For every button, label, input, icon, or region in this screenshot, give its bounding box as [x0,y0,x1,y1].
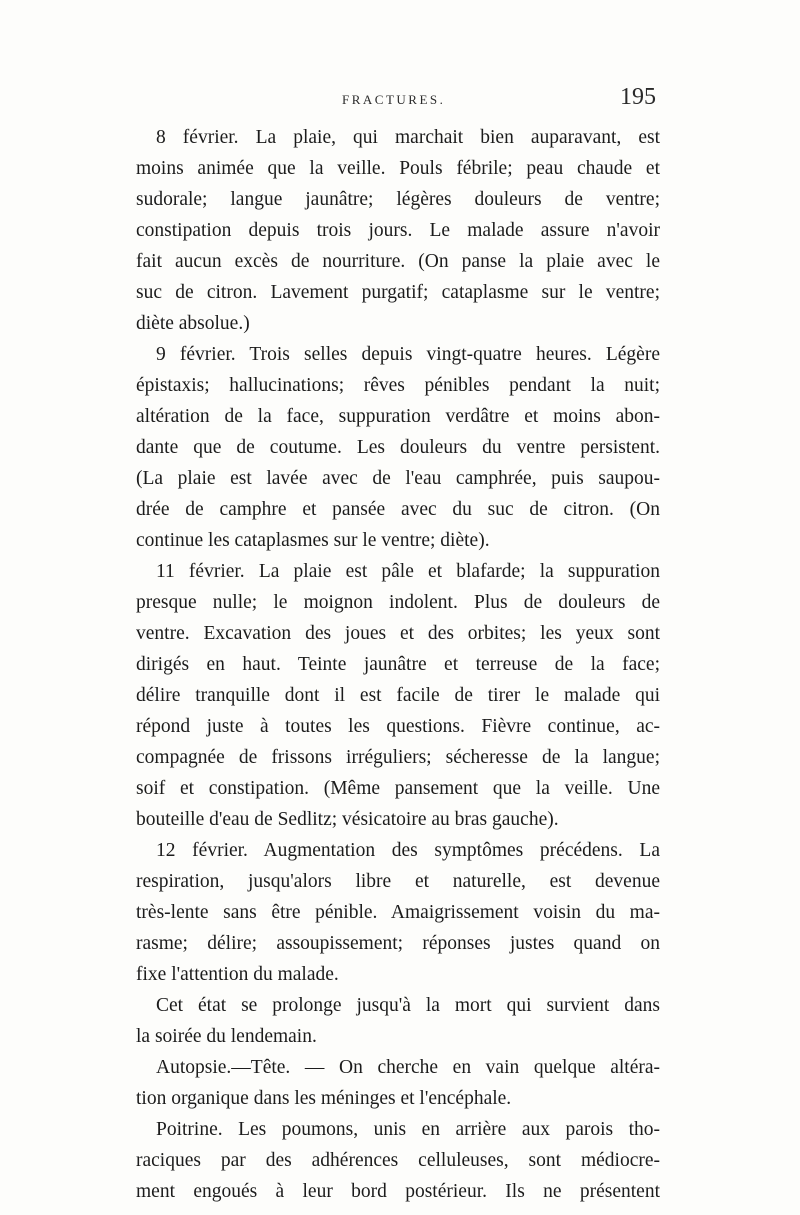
text-line: sudorale; langue jaunâtre; légères douleurs de ventre; [136,189,660,210]
text-line: ventre. Excavation des joues et des orbites; les yeux sont [136,623,660,644]
text-line: 12 février. Augmentation des symptômes précédens. La [156,840,660,861]
text-line: épistaxis; hallucinations; rêves pénibles pendant la nuit; [136,375,660,396]
text-line: fait aucun excès de nourriture. (On panse la plaie avec le [136,251,660,272]
text-line: suc de citron. Lavement purgatif; cataplasme sur le ventre; [136,282,660,303]
text-line: diète absolue.) [136,313,250,334]
text-line: soif et constipation. (Même pansement que la veille. Une [136,778,660,799]
text-line: Poitrine. Les poumons, unis en arrière aux parois tho- [156,1119,660,1140]
text-line: altération de la face, suppuration verdâtre et moins abon- [136,406,660,427]
text-line: 9 février. Trois selles depuis vingt-quatre heures. Légère [156,344,660,365]
text-line: continue les cataplasmes sur le ventre; diète). [136,530,490,551]
page-number: 195 [620,84,656,110]
page-header [136,84,656,118]
text-line: dirigés en haut. Teinte jaunâtre et terreuse de la face; [136,654,660,675]
text-line: ment engoués à leur bord postérieur. Ils ne présentent [136,1181,660,1202]
text-line: 8 février. La plaie, qui marchait bien auparavant, est [156,127,660,148]
text-line: (La plaie est lavée avec de l'eau camphrée, puis saupou- [136,468,660,489]
text-line: fixe l'attention du malade. [136,964,339,985]
text-line: Cet état se prolonge jusqu'à la mort qui survient dans [156,995,660,1016]
text-line: raciques par des adhérences celluleuses, sont médiocre- [136,1150,660,1171]
text-line: Autopsie.—Tête. — On cherche en vain quelque altéra- [156,1057,660,1078]
text-line: délire tranquille dont il est facile de tirer le malade qui [136,685,660,706]
text-line: presque nulle; le moignon indolent. Plus de douleurs de [136,592,660,613]
text-line: bouteille d'eau de Sedlitz; vésicatoire au bras gauche). [136,809,559,830]
text-line: 11 février. La plaie est pâle et blafarde; la suppuration [156,561,660,582]
text-line: dante que de coutume. Les douleurs du ventre persistent. [136,437,660,458]
text-line: compagnée de frissons irréguliers; sécheresse de la langue; [136,747,660,768]
body-text [136,122,660,1207]
text-line: tion organique dans les méninges et l'encéphale. [136,1088,512,1109]
text-line: respiration, jusqu'alors libre et naturelle, est devenue [136,871,660,892]
text-line: drée de camphre et pansée avec du suc de citron. (On [136,499,660,520]
text-line: rasme; délire; assoupissement; réponses justes quand on [136,933,660,954]
text-line: constipation depuis trois jours. Le malade assure n'avoir [136,220,660,241]
text-line: moins animée que la veille. Pouls fébrile; peau chaude et [136,158,660,179]
text-line: la soirée du lendemain. [136,1026,317,1047]
text-line: très-lente sans être pénible. Amaigrissement voisin du ma- [136,902,660,923]
text-line: répond juste à toutes les questions. Fièvre continue, ac- [136,716,660,737]
running-head: FRACTURES. [342,92,446,107]
